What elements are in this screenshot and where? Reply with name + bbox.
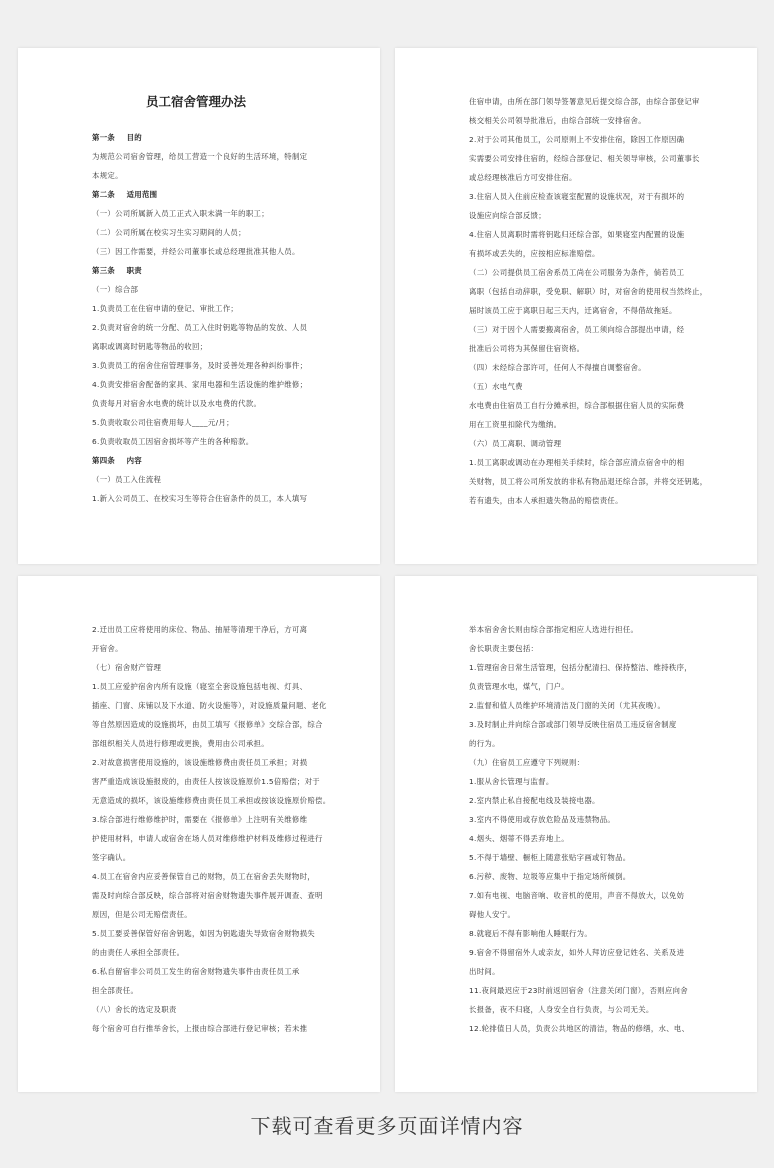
document-title: 员工宿舍管理办法 xyxy=(145,94,246,109)
text-line: 插座、门窗、床铺以及下水道、防火设施等），对设施质量问题、老化 xyxy=(92,701,327,710)
text-line: 2.对故意损害使用设施的，该设施维修费由责任员工承担；对损 xyxy=(92,758,308,767)
text-line: 有损坏或丢失的，应按相应标准赔偿。 xyxy=(469,249,600,258)
text-line: 设施应向综合部反馈； xyxy=(469,211,546,220)
text-line: （八）舍长的选定及职责 xyxy=(92,1005,177,1014)
text-line: 用在工资里扣除代为缴纳。 xyxy=(469,420,562,429)
text-line: 8.就寝后不得有影响他人睡眠行为。 xyxy=(469,929,593,938)
text-line: 1.新入公司员工、在校实习生等符合住宿条件的员工，本人填写 xyxy=(92,494,308,503)
text-line: 离职（包括自动辞职，受免职、解职）时，对宿舍的使用权当然终止， xyxy=(469,287,708,296)
text-line: 或总经理核准后方可安排住宿。 xyxy=(469,173,577,182)
text-line: 2.监督和值人员维护环境清洁及门窗的关闭（尤其夜晚）。 xyxy=(469,701,666,710)
text-line: 舍长职责主要包括： xyxy=(469,644,539,653)
page-body xyxy=(92,128,330,508)
text-line: 4.住宿人员离职时需将钥匙归还综合部，如果寝室内配置的设施 xyxy=(469,230,685,239)
text-line: 3.室内不得使用或存放危险品及违禁物品。 xyxy=(469,815,616,824)
text-line: 1.管理宿舍日常生活管理，包括分配清扫、保持整洁、维持秩序， xyxy=(469,663,692,672)
text-line: 核交相关公司领导批准后，由综合部统一安排宿舍。 xyxy=(469,116,646,125)
page-body xyxy=(469,48,707,510)
text-line: 负责管理水电，煤气，门户。 xyxy=(469,682,569,691)
page-body xyxy=(469,576,707,1038)
text-line: 原因，但是公司无赔偿责任。 xyxy=(92,910,192,919)
text-line: 1.员工离职或调动在办理相关手续时，综合部应清点宿舍中的相 xyxy=(469,458,685,467)
text-line: 1.负责员工在住宿申请的登记、审批工作； xyxy=(92,304,239,313)
text-line: 实需要公司安排住宿的，经综合部登记、相关领导审核，公司董事长 xyxy=(469,154,700,163)
text-line: 7.如有电视、电脑音响、收音机的使用，声音不得放大，以免妨 xyxy=(469,891,685,900)
text-line: 3.综合部进行维修维护时，需要在《报修单》上注明有关维修维 xyxy=(92,815,308,824)
text-line: （五）水电气费 xyxy=(469,382,523,391)
text-line: 举本宿舍舍长则由综合部指定相应人选进行担任。 xyxy=(469,625,639,634)
text-line: （一）公司所属新入员工正式入职未满一年的职工； xyxy=(92,209,269,218)
text-line: 的行为。 xyxy=(469,739,500,748)
text-line: 无意造成的损坏，该设施维修费由责任员工承担或按该设施原价赔偿。 xyxy=(92,796,331,805)
text-line: 4.烟头、烟蒂不得丢弃地上。 xyxy=(469,834,569,843)
text-line: 4.负责安排宿舍配备的家具、家用电器和生活设施的维护维修； xyxy=(92,380,308,389)
text-line: （一）员工入住流程 xyxy=(92,475,162,484)
text-line: （三）因工作需要，并经公司董事长或总经理批准其他人员。 xyxy=(92,247,300,256)
text-line: 11.夜间最迟应于23时前返回宿舍（注意关闭门窗），否则应向舍 xyxy=(469,986,688,995)
text-line: 水电费由住宿员工自行分摊承担，综合部根据住宿人员的实际费 xyxy=(469,401,685,410)
download-more-caption: 下载可查看更多页面详情内容 xyxy=(250,1114,524,1138)
text-line: 关财物，员工将公司所发放的非私有物品退还综合部，并将交还钥匙， xyxy=(469,477,708,486)
text-line: 等自然原因造成的设施损坏，由员工填写《报修单》交综合部，综合 xyxy=(92,720,323,729)
text-line: （二）公司所属在校实习生实习期间的人员； xyxy=(92,228,246,237)
text-line: 为规范公司宿舍管理，给员工营造一个良好的生活环境，特制定 xyxy=(92,152,308,161)
section-heading: 第三条 职责 xyxy=(92,266,142,275)
text-line: 需及时向综合部反映，综合部将对宿舍财物遗失事件展开调查、查明 xyxy=(92,891,323,900)
text-line: （九）住宿员工应遵守下列规则： xyxy=(469,758,585,767)
text-line: 本规定。 xyxy=(92,171,123,180)
text-line: 护使用材料，申请人或宿舍在场人员对维修维护材料及维修过程进行 xyxy=(92,834,323,843)
text-line: 3.负责员工的宿舍住宿管理事务，及时妥善处理各种纠纷事件； xyxy=(92,361,308,370)
text-line: 长报备，夜不归寝，人身安全自行负责，与公司无关。 xyxy=(469,1005,654,1014)
text-line: 5.负责收取公司住宿费用每人____元/月； xyxy=(92,418,234,427)
text-line: 每个宿舍可自行推举舍长，上报由综合部进行登记审核；若未推 xyxy=(92,1024,308,1033)
text-line: 若有遗失，由本人承担遗失物品的赔偿责任。 xyxy=(469,496,623,505)
document-page-4 xyxy=(395,576,757,1092)
text-line: 6.私自留宿非公司员工发生的宿舍财物遗失事件由责任员工承 xyxy=(92,967,300,976)
text-line: 2.迁出员工应将使用的床位、物品、抽屉等清理干净后，方可离 xyxy=(92,625,308,634)
text-line: （三）对于因个人需要搬离宿舍，员工须向综合部提出申请，经 xyxy=(469,325,685,334)
text-line: （七）宿舍财产管理 xyxy=(92,663,162,672)
text-line: 12.轮排值日人员，负责公共地区的清洁，物品的修缮，水、电、 xyxy=(469,1024,690,1033)
text-line: 离职或调离时钥匙等物品的收回； xyxy=(92,342,208,351)
text-line: 3.及时制止并向综合部或部门领导反映住宿员工违反宿舍制度 xyxy=(469,720,677,729)
text-line: 出时间。 xyxy=(469,967,500,976)
text-line: 签字确认。 xyxy=(92,853,131,862)
text-line: 9.宿舍不得留宿外人或亲友，如外人拜访应登记姓名、关系及进 xyxy=(469,948,685,957)
section-heading: 第一条 目的 xyxy=(92,133,142,142)
text-line: 住宿申请，由所在部门领导签署意见后提交综合部，由综合部登记审 xyxy=(469,97,700,106)
text-line: 的由责任人承担全部责任。 xyxy=(92,948,185,957)
text-line: 2.室内禁止私自接配电线及装接电器。 xyxy=(469,796,600,805)
text-line: （六）员工离职、调动管理 xyxy=(469,439,562,448)
page-body xyxy=(92,576,330,1038)
text-line: 6.负责收取员工因宿舍损坏等产生的各种赔款。 xyxy=(92,437,254,446)
section-heading: 第二条 适用范围 xyxy=(92,190,158,199)
text-line: 1.服从舍长管理与监督。 xyxy=(469,777,554,786)
document-page-3 xyxy=(18,576,380,1092)
text-line: 2.负责对宿舍的统一分配、员工入住时钥匙等物品的发放、人员 xyxy=(92,323,308,332)
text-line: （一）综合部 xyxy=(92,285,139,294)
text-line: （四）未经综合部许可，任何人不得擅自调整宿舍。 xyxy=(469,363,646,372)
document-page-2 xyxy=(395,48,757,564)
text-line: 开宿舍。 xyxy=(92,644,123,653)
text-line: 5.员工要妥善保管好宿舍钥匙，如因为钥匙遗失导致宿舍财物损失 xyxy=(92,929,315,938)
text-line: 担全部责任。 xyxy=(92,986,139,995)
text-line: 4.员工在宿舍内应妥善保管自己的财物，员工在宿舍丢失财物时， xyxy=(92,872,315,881)
text-line: 害严重造成该设施报废的，由责任人按该设施原价1.5倍赔偿；对于 xyxy=(92,777,320,786)
text-line: 2.对于公司其他员工，公司原则上不安排住宿，除因工作原因确 xyxy=(469,135,685,144)
text-line: 批准后公司将为其保留住宿资格。 xyxy=(469,344,585,353)
text-line: （二）公司提供员工宿舍系员工尚在公司服务为条件，倘若员工 xyxy=(469,268,685,277)
text-line: 3.住宿人员入住前应检查该寝室配置的设施状况，对于有损坏的 xyxy=(469,192,685,201)
text-line: 负责每月对宿舍水电费的统计以及水电费的代款。 xyxy=(92,399,262,408)
text-line: 5.不得于墙壁、橱柜上随意张贴字画或钉物品。 xyxy=(469,853,631,862)
text-line: 部组织相关人员进行修理或更换，费用由公司承担。 xyxy=(92,739,269,748)
section-heading: 第四条 内容 xyxy=(92,456,142,465)
text-line: 6.污秽、废物、垃圾等应集中于指定场所倾倒。 xyxy=(469,872,631,881)
text-line: 届时该员工应于离职日起三天内，迁离宿舍，不得借故拖延。 xyxy=(469,306,677,315)
text-line: 碍他人安宁。 xyxy=(469,910,516,919)
text-line: 1.员工应爱护宿舍内所有设施（寝室全套设施包括电视、灯具、 xyxy=(92,682,308,691)
document-page-1 xyxy=(18,48,380,564)
